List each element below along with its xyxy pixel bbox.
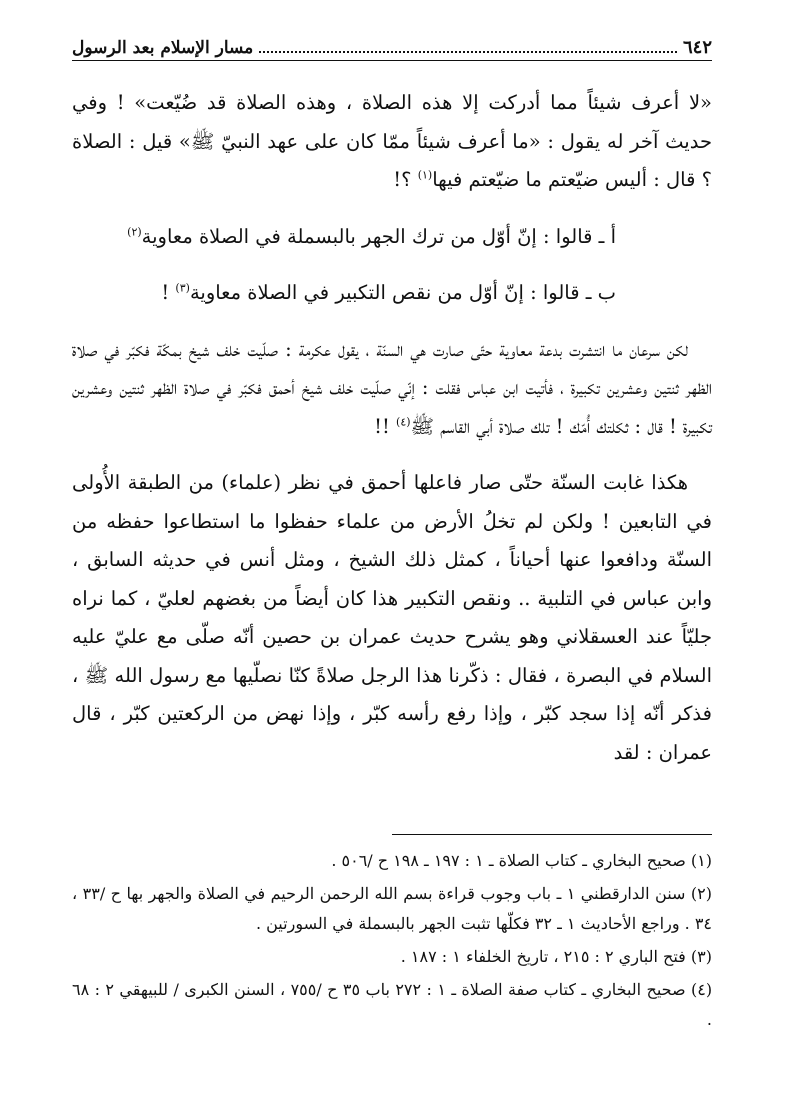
page-header xyxy=(72,28,712,58)
main-text xyxy=(72,84,712,790)
paragraph-3-text: هكذا غابت السنّة حتّى صار فاعلها أحمق في نظر (علماء) من الطبقة الأُولى في التابعين ! ولكن لم تخلُ الأرض من علماء حفظوا ما استطاعوا حفظه من السنّة ودافعوا عنها أحياناً ، كمثل ذلك الشيخ ، ومثل أنس في حديثه السابق ، وابن عباس في التلبية .. ونقص التكبير هذا كان أيضاً من بغضهم لعليّ ، كما نراه جليّاً عند العسقلاني وهو يشرح حديث عمران بن حصين أنّه صلّى مع عليّ عليه السلام في البصرة ، فقال : ذكّرنا هذا الرجل صلاةً كنّا نصلّيها مع رسول الله ﷺ ، فذكر أنّه إذا سجد كبّر ، وإذا رفع رأسه كبّر ، وإذا نهض من الركعتين كبّر ، قال عمران : لقد xyxy=(72,471,712,764)
running-title: مسار الإسلام بعد الرسول xyxy=(72,38,254,58)
footnote-3: (٣) فتح الباري ٢ : ٢١٥ ، تاريخ الخلفاء ١ : ١٨٧ . xyxy=(400,947,712,966)
footnote-1: (١) صحيح البخاري ـ كتاب الصلاة ـ ١ : ١٩٧ ـ ١٩٨ ح /٥٠٦ . xyxy=(331,851,712,870)
header-rule xyxy=(72,60,712,61)
list-item-b-text: ب ـ قالوا : إنّ أوّل من نقص التكبير في الصلاة معاوية xyxy=(189,281,616,304)
list-item-b-end: ! xyxy=(161,281,176,304)
list-item-a-text: أ ـ قالوا : إنّ أوّل من ترك الجهر بالبسملة في الصلاة معاوية xyxy=(141,224,616,248)
list-item-b xyxy=(72,274,712,313)
paragraph-1 xyxy=(72,84,712,200)
footnote-ref-3: (٣) xyxy=(175,281,190,295)
footnote-2: (٢) سنن الدارقطني ١ ـ باب وجوب قراءة بسم الله الرحمن الرحيم في الصلاة والجهر بها ح /٣٣ ، ٣٤ . وراجع الأحاديث ١ ـ ٣٢ فكلّها تثبت الجهر بالبسملة في السورتين . xyxy=(72,884,713,933)
paragraph-2 xyxy=(72,331,712,447)
header-dot-leader xyxy=(259,50,677,53)
list-item-a xyxy=(72,218,712,257)
paragraph-2-end: !! xyxy=(374,414,397,438)
paragraph-2-text: لكن سرعان ما انتشرت بدعة معاوية حتّى صارت هي السنّة ، يقول عكرمة : صلّيت خلف شيخ بمكّة فكبّر في صلاة الظهر ثنتين وعشرين تكبيرة ، فأتيت ابن عباس فقلت : إنّي صلّيت خلف شيخ أحمق فكبّر في صلاة الظهر ثنتين وعشرين تكبيرة ! قال : ثكلتك أُمّك ! تلك صلاة أبي القاسم ﷺ xyxy=(72,337,712,438)
paragraph-1-end: ؟! xyxy=(393,168,418,191)
footnote-rule xyxy=(392,834,712,835)
paragraph-1-text: «لا أعرف شيئاً مما أدركت إلا هذه الصلاة ، وهذه الصلاة قد ضُيّعت» ! وفي حديث آخر له يقول : «ما أعرف شيئاً ممّا كان على عهد النبيّ ﷺ» قيل : الصلاة ؟ قال : أليس ضيّعتم ما ضيّعتم فيها xyxy=(72,91,712,191)
footnotes xyxy=(72,846,712,1038)
footnote-ref-4: (٤) xyxy=(396,415,411,428)
page-number: ٦٤٢ xyxy=(682,37,712,58)
footnote-ref-1: (١) xyxy=(417,168,433,182)
footnote-ref-2: (٢) xyxy=(127,225,142,238)
footnote-4: (٤) صحيح البخاري ـ كتاب صفة الصلاة ـ ١ : ٢٧٢ باب ٣٥ ح /٧٥٥ ، السنن الكبرى / للبيهقي ٢ : ٦٨ . xyxy=(72,980,713,1029)
paragraph-3 xyxy=(72,464,712,772)
